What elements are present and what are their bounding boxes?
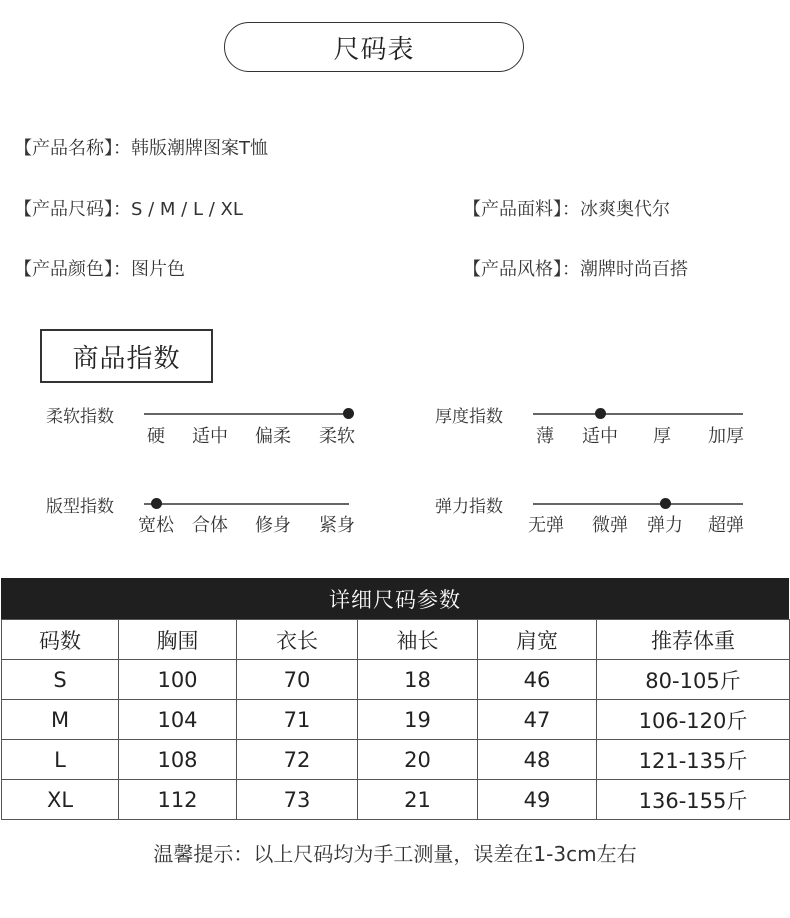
- elasticity-index-label: 弹力指数: [435, 497, 503, 517]
- product-fabric-label: 【产品面料】：: [463, 199, 580, 220]
- table-row: [2, 700, 790, 740]
- softness-option: 硬: [147, 426, 165, 447]
- thickness-option: 加厚: [708, 426, 744, 447]
- product-color-row: [14, 255, 185, 281]
- thickness-index-label: 厚度指数: [435, 407, 503, 427]
- cell-shoulder: 47: [478, 700, 597, 740]
- cell-weight: 136-155斤: [597, 780, 790, 820]
- thickness-option: 薄: [536, 426, 554, 447]
- softness-index-label: 柔软指数: [46, 407, 114, 427]
- cell-chest: 112: [119, 780, 237, 820]
- page-title: 尺码表: [224, 22, 524, 72]
- header-weight: 推荐体重: [597, 620, 790, 660]
- cell-shoulder: 48: [478, 740, 597, 780]
- cell-chest: 100: [119, 660, 237, 700]
- cell-sleeve: 20: [358, 740, 478, 780]
- product-fabric-value: 冰爽奥代尔: [580, 199, 670, 220]
- product-size-value: S / M / L / XL: [131, 199, 243, 220]
- cell-weight: 80-105斤: [597, 660, 790, 700]
- cell-shoulder: 46: [478, 660, 597, 700]
- product-name-value: 韩版潮牌图案T恤: [131, 138, 268, 159]
- size-table-title: 详细尺码参数: [1, 578, 789, 619]
- product-size-row: [14, 195, 243, 221]
- thickness-option: 适中: [582, 426, 618, 447]
- header-length: 衣长: [237, 620, 358, 660]
- cell-weight: 106-120斤: [597, 700, 790, 740]
- fit-option: 合体: [192, 515, 228, 536]
- elasticity-option: 微弹: [592, 515, 628, 536]
- cell-length: 70: [237, 660, 358, 700]
- cell-size: XL: [2, 780, 119, 820]
- header-sleeve: 袖长: [358, 620, 478, 660]
- cell-length: 72: [237, 740, 358, 780]
- product-fabric-row: [463, 195, 670, 221]
- cell-chest: 108: [119, 740, 237, 780]
- softness-index-track: [144, 413, 349, 415]
- softness-option: 柔软: [319, 426, 355, 447]
- cell-size: M: [2, 700, 119, 740]
- product-name-row: [14, 134, 268, 160]
- measurement-tip: 温馨提示：以上尺码均为手工测量，误差在1-3cm左右: [153, 842, 637, 866]
- cell-length: 71: [237, 700, 358, 740]
- table-row: [2, 780, 790, 820]
- product-name-label: 【产品名称】：: [14, 138, 131, 159]
- thickness-index-marker: [595, 408, 606, 419]
- table-row: [2, 740, 790, 780]
- softness-index-marker: [343, 408, 354, 419]
- index-section-title: 商品指数: [40, 329, 213, 383]
- cell-shoulder: 49: [478, 780, 597, 820]
- product-size-label: 【产品尺码】：: [14, 199, 131, 220]
- cell-weight: 121-135斤: [597, 740, 790, 780]
- fit-index-track: [144, 503, 349, 505]
- fit-index-marker: [151, 498, 162, 509]
- elasticity-index-marker: [660, 498, 671, 509]
- product-color-label: 【产品颜色】：: [14, 259, 131, 280]
- fit-option: 紧身: [319, 515, 355, 536]
- cell-length: 73: [237, 780, 358, 820]
- thickness-index-track: [533, 413, 743, 415]
- elasticity-option: 弹力: [647, 515, 683, 536]
- elasticity-option: 无弹: [528, 515, 564, 536]
- softness-option: 适中: [192, 426, 228, 447]
- fit-option: 修身: [255, 515, 291, 536]
- product-style-label: 【产品风格】：: [463, 259, 580, 280]
- fit-option: 宽松: [138, 515, 174, 536]
- size-table: [1, 578, 789, 820]
- header-shoulder: 肩宽: [478, 620, 597, 660]
- cell-size: S: [2, 660, 119, 700]
- header-size: 码数: [2, 620, 119, 660]
- cell-sleeve: 21: [358, 780, 478, 820]
- header-chest: 胸围: [119, 620, 237, 660]
- softness-option: 偏柔: [255, 426, 291, 447]
- size-grid: [1, 619, 790, 820]
- product-style-row: [463, 255, 688, 281]
- cell-sleeve: 18: [358, 660, 478, 700]
- cell-chest: 104: [119, 700, 237, 740]
- table-row: [2, 660, 790, 700]
- cell-sleeve: 19: [358, 700, 478, 740]
- product-style-value: 潮牌时尚百搭: [580, 259, 688, 280]
- fit-index-label: 版型指数: [46, 497, 114, 517]
- product-color-value: 图片色: [131, 259, 185, 280]
- elasticity-index-track: [533, 503, 743, 505]
- thickness-option: 厚: [653, 426, 671, 447]
- elasticity-option: 超弹: [708, 515, 744, 536]
- table-header-row: [2, 620, 790, 660]
- cell-size: L: [2, 740, 119, 780]
